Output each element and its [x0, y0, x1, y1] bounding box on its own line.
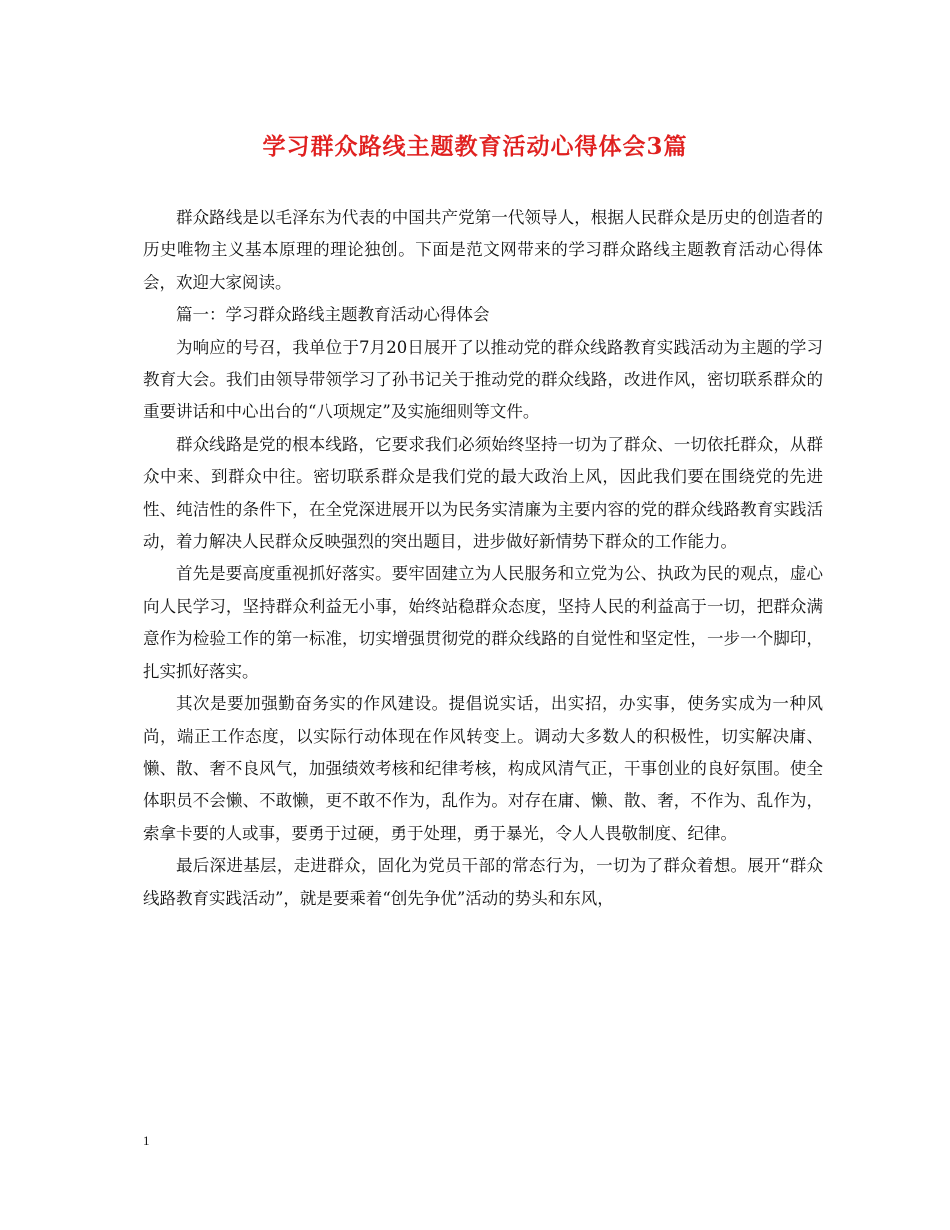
paragraph-1: 为响应的号召，我单位于7月20日展开了以推动党的群众线路教育实践活动为主题的学习教育大会。我们由领导带领学习了孙书记关于推动党的群众线路，改进作风，密切联系群众的重要讲话和中心出台的“八项规定”及实施细则等文件。 [143, 337, 823, 422]
page-number: 1 [143, 1133, 150, 1148]
paragraph-4: 其次是要加强勤奋务实的作风建设。提倡说实话，出实招，办实事，使务实成为一种风尚，端正工作态度，以实际行动体现在作风转变上。调动大多数人的积极性，切实解决庸、懒、散、奢不良风气，加强绩效考核和纪律考核，构成风清气正，干事创业的良好氛围。使全体职员不会懒、不敢懒，更不敢不作为，乱作为。对存在庸、懒、散、奢，不作为、乱作为，索拿卡要的人或事，要勇于过硬，勇于处理，勇于暴光，令人人畏敬制度、纪律。 [143, 694, 823, 843]
document-title: 学习群众路线主题教育活动心得体会3篇 [262, 133, 688, 160]
paragraph-intro: 群众路线是以毛泽东为代表的中国共产党第一代领导人，根据人民群众是历史的创造者的历史唯物主义基本原理的理论独创。下面是范文网带来的学习群众路线主题教育活动心得体会，欢迎大家阅读。 [143, 208, 823, 292]
paragraph-5: 最后深进基层，走进群众，固化为党员干部的常态行为，一切为了群众着想。展开“群众线路教育实践活动”，就是要乘着“创先争优”活动的势头和东风， [143, 856, 823, 908]
document-body [143, 202, 823, 915]
paragraph-3: 首先是要高度重视抓好落实。要牢固建立为人民服务和立党为公、执政为民的观点，虚心向人民学习，坚持群众利益无小事，始终站稳群众态度，坚持人民的利益高于一切，把群众满意作为检验工作的第一标准，切实增强贯彻党的群众线路的自觉性和坚定性，一步一个脚印，扎实抓好落实。 [143, 564, 823, 681]
paragraph-2: 群众线路是党的根本线路，它要求我们必须始终坚持一切为了群众、一切依托群众，从群众中来、到群众中往。密切联系群众是我们党的最大政治上风，因此我们要在围绕党的先进性、纯洁性的条件下，在全党深进展开以为民务实清廉为主要内容的党的群众线路教育实践活动，着力解决人民群众反映强烈的突出题目，进步做好新情势下群众的工作能力。 [143, 434, 823, 552]
paragraph-section-heading: 篇一：学习群众路线主题教育活动心得体会 [176, 305, 490, 325]
